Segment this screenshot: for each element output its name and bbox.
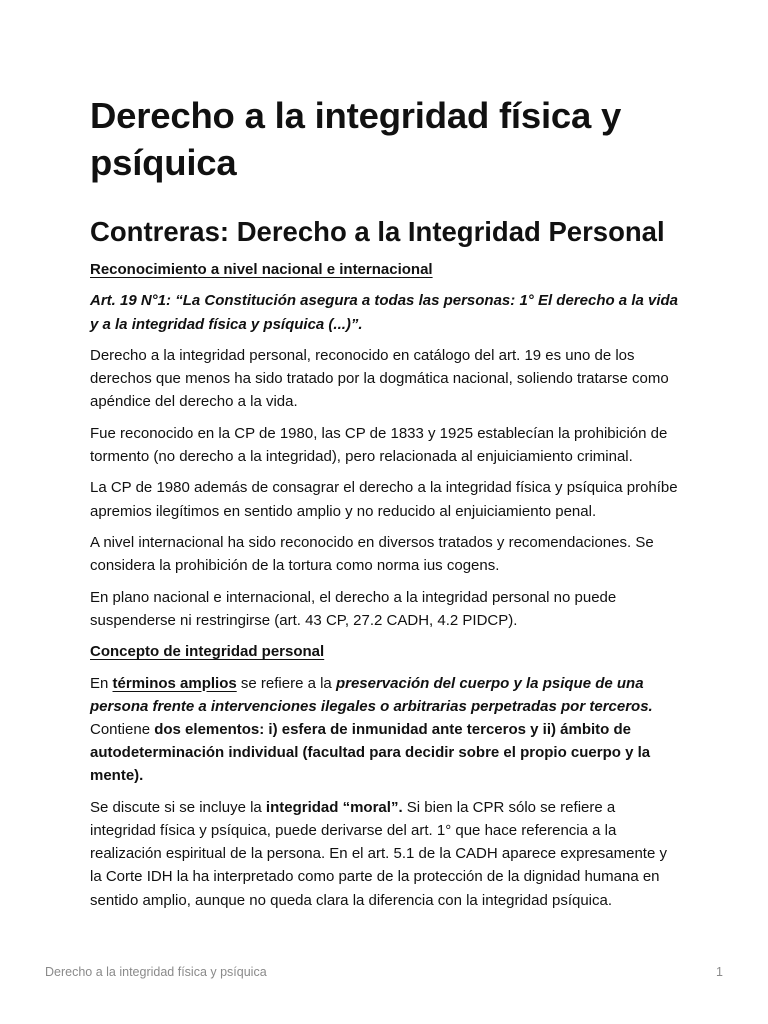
section-heading-text: Reconocimiento a nivel nacional e internacional bbox=[90, 261, 433, 278]
paragraph: La CP de 1980 además de consagrar el derecho a la integridad física y psíquica prohíbe apremios ilegítimos en sentido amplio y no reducido al enjuiciamiento penal. bbox=[90, 479, 678, 520]
paragraph: Derecho a la integridad personal, reconocido en catálogo del art. 19 es uno de los derechos que menos ha sido tratado por la dogmática nacional, soliendo tratarse como apéndice del derecho a la vida. bbox=[90, 346, 669, 411]
emphasis-elementos: dos elementos: i) esfera de inmunidad ante terceros y ii) ámbito de autodeterminación individual (facultad para decidir sobre el propio cuerpo y la mente). bbox=[90, 720, 651, 785]
emphasis-preservacion: preservación del cuerpo y la psique de una persona frente a intervenciones ilegales o arbitrarias perpetradas por terceros. bbox=[90, 674, 653, 715]
text-run: Si bien la CPR sólo se refiere a integridad física y psíquica, puede derivarse del art. 1° que hace referencia a la realización espiritual de la persona. En el art. 5.1 de la CADH aparece expresamente y la Corte IDH la ha interpretado como parte de la protección de la dignidad humana en sentido amplio, aunque no queda clara la diferencia con la integridad psíquica. bbox=[90, 798, 667, 909]
document-body bbox=[90, 258, 680, 920]
art19-quote: Art. 19 N°1: “La Constitución asegura a todas las personas: 1° El derecho a la vida y a la integridad física y psíquica (...)”. bbox=[90, 292, 679, 333]
concept-paragraph bbox=[90, 672, 680, 788]
emphasis-integridad-moral: integridad “moral”. bbox=[265, 798, 403, 816]
document-title: Derecho a la integridad física y psíquica bbox=[90, 95, 622, 183]
footer-title: Derecho a la integridad física y psíquica bbox=[45, 965, 267, 979]
text-run: En bbox=[90, 674, 113, 692]
moral-paragraph bbox=[90, 796, 680, 912]
page-footer bbox=[45, 965, 723, 979]
paragraph: En plano nacional e internacional, el derecho a la integridad personal no puede suspenderse ni restringirse (art. 43 CP, 27.2 CADH, 4.2 PIDCP). bbox=[90, 588, 617, 629]
emphasis-terminos-amplios: términos amplios bbox=[112, 674, 237, 692]
paragraph: A nivel internacional ha sido reconocido en diversos tratados y recomendaciones. Se considera la prohibición de la tortura como norma ius cogens. bbox=[90, 533, 654, 575]
section-heading-text: Concepto de integridad personal bbox=[90, 643, 325, 661]
section-heading-reconocimiento bbox=[90, 258, 680, 281]
section-heading-concepto bbox=[90, 640, 680, 663]
text-run: Se discute si se incluye la bbox=[90, 798, 266, 816]
paragraph: Fue reconocido en la CP de 1980, las CP de 1833 y 1925 establecían la prohibición de tormento (no derecho a la integridad), pero relacionada al enjuiciamiento criminal. bbox=[90, 424, 668, 465]
text-run: Contiene bbox=[90, 720, 155, 738]
document-subtitle: Contreras: Derecho a la Integridad Personal bbox=[90, 216, 665, 247]
page-number: 1 bbox=[716, 965, 723, 979]
text-run: se refiere a la bbox=[236, 674, 336, 692]
